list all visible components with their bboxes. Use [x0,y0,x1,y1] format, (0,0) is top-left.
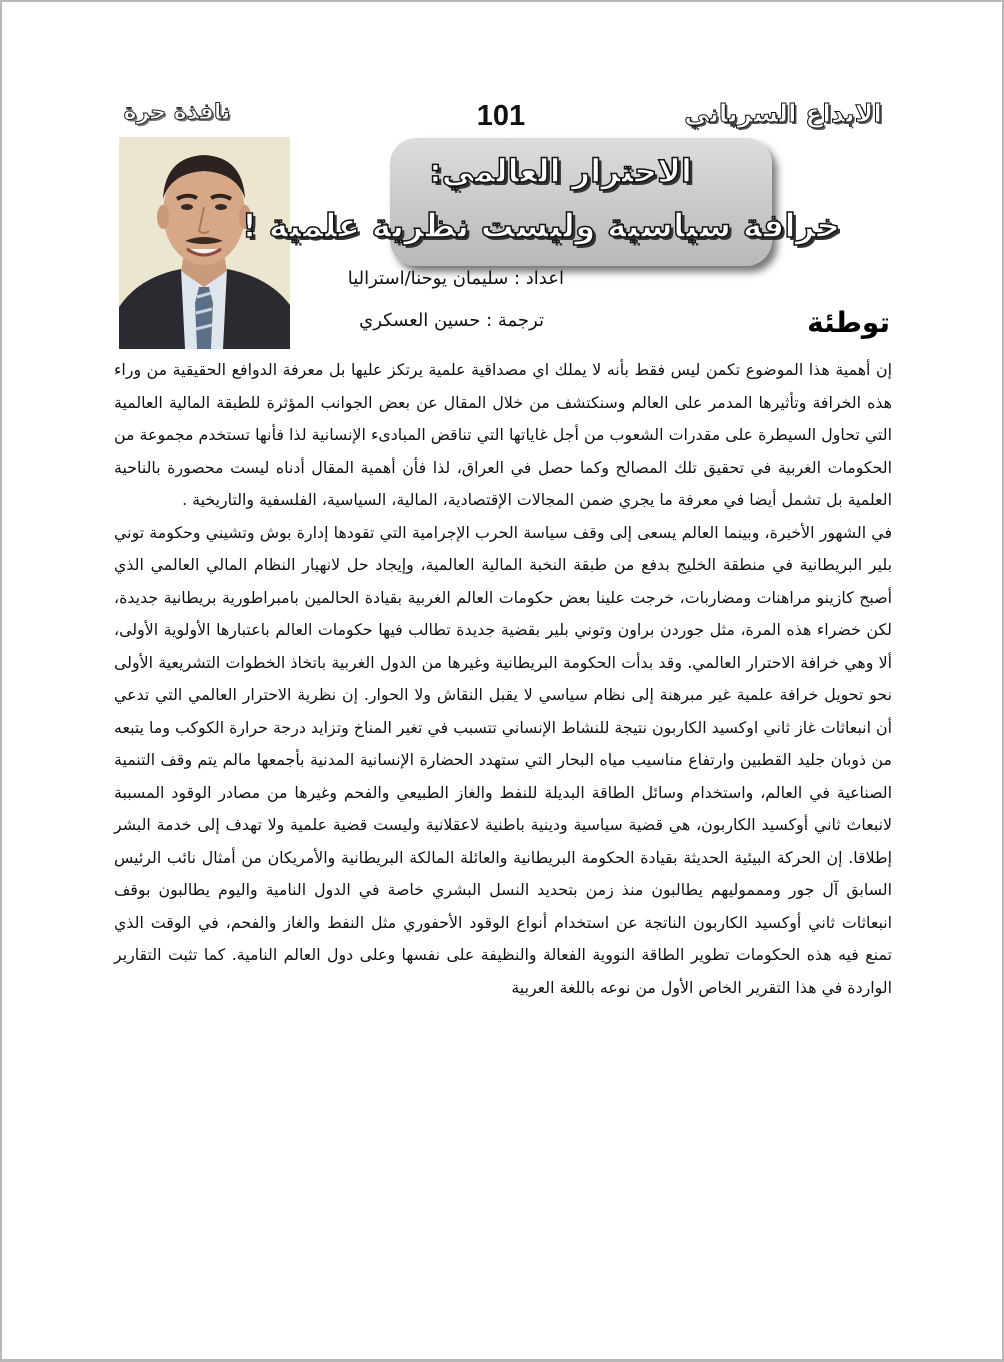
section-title: نافذة حرة [123,100,231,125]
article-title-line2: خرافة سياسية وليست نظرية علمية ! [242,206,840,245]
article-title-line1: الاحترار العالمي: [428,152,692,190]
translator-credit: ترجمة : حسين العسكري [359,310,544,331]
page-number: 101 [476,100,526,132]
body-paragraph-1: إن أهمية هذا الموضوع تكمن ليس فقط بأنه لا يملك اي مصداقية علمية يرتكز عليها بل معرفة الدوافع الحقيقية من وراء هذه الخرافة وتأثيرها المدمر على العالم وسنكتشف من خلال المقال عن بعض الجوانب المؤثرة للطبقة المالية العالمية التي تحاول السيطرة على مقدرات الشعوب من أجل غاياتها التي تناقض المبادىء الإنسانية لذا فأنها تستخدم مجموعة من الحكومات الغربية في تحقيق تلك المصالح وكما حصل في العراق، لذا فأن أهمية المقال أدناه ليست محصورة بالناحية العلمية بل تشمل أيضا في معرفة ما يجري ضمن المجالات الإقتصادية، المالية، السياسية، الفلسفية والتاريخية . [114,360,892,509]
magazine-title: الابداع السرياني [684,99,882,128]
intro-heading: توطئة [807,306,890,339]
body-paragraph-2: في الشهور الأخيرة، وبينما العالم يسعى إلى وقف سياسة الحرب الإجرامية التي تقودها إدارة بوش وتشيني وحكومة توني بلير البريطانية في منطقة الخليج بدفع من طبقة النخبة المالية العالمية، وإيجاد حل لانهيار النظام المالي العالمي الذي أصبح كازينو مراهنات ومضاربات، خرجت علينا بعض حكومات العالم الغربية بقيادة الحالمين بامبراطورية بريطانية جديدة، لكن خضراء هذه المرة، مثل جوردن براون وتوني بلير بقضية جديدة تطالب فيها حكومات العالم باعتبارها الأولوية الأولى، ألا وهي خرافة الاحترار العالمي. وقد بدأت الحكومة البريطانية وغيرها من الدول الغربية باتخاذ الخطوات التشريعية الأولى نحو تحويل خرافة علمية غير مبرهنة إلى نظام سياسي لا يقبل النقاش ولا الحوار. إن نظرية الاحترار العالمي التي تدعي أن انبعاثات غاز ثاني اوكسيد الكاربون نتيجة للنشاط الإنساني تتسبب في تغير المناخ وتزايد درجة حرارة الكوكب وما يتبعه من ذوبان جليد القطبين وارتفاع مناسيب مياه البحار التي ستهدد الحضارة الإنسانية المدنية بأجمعها مالم يتم وقف التنمية الصناعية في العالم، واستخدام وسائل الطاقة البديلة للنفط والغاز الطبيعي والفحم وغيرها من مصادر الوقود المسببة لانبعاث ثاني أوكسيد الكاربون، هي قضية سياسية ودينية باطنية لاعقلانية وليست قضية علمية ولا تهدف إلى خدمة البشر إطلاقا. إن الحركة البيئية الحديثة بقيادة الحكومة البريطانية والعائلة المالكة البريطانية والأمريكان من أمثال نائب الرئيس السابق آل جور وممموليهم يطالبون منذ زمن بتحديد النسل البشري خاصة في الدول النامية واليوم يطالبون بوقف انبعاثات ثاني أوكسيد الكاربون الناتجة عن استخدام أنواع الوقود الأحفوري مثل النفط والغاز والفحم، في الوقت الذي تمنع فيه هذه الحكومات تطوير الطاقة النووية الفعالة والنظيفة على نفسها وعلى دول العالم النامية. كما تثبت التقارير الواردة في هذا التقرير الخاص الأول من نوعه باللغة العربية [114,522,892,997]
author-credit: اعداد : سليمان يوحنا/استراليا [347,268,564,289]
article-body [114,354,892,1004]
